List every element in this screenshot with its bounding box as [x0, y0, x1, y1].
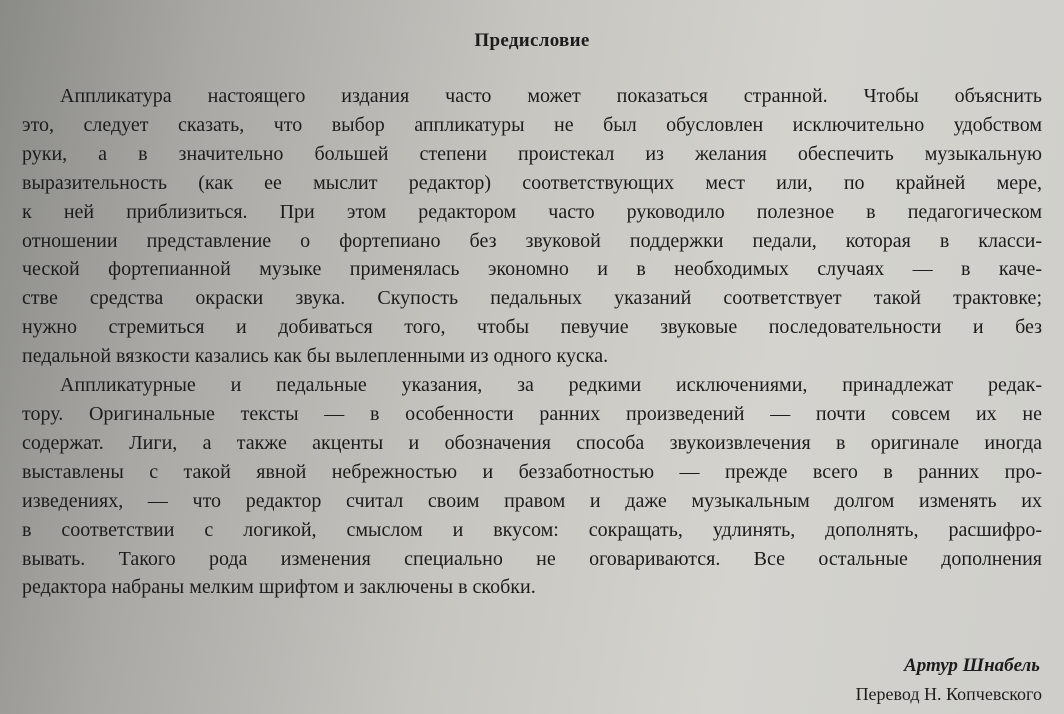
text-line: Аппликатурные и педальные указания, за редкими исключениями, принадлежат редак-	[60, 374, 1042, 397]
text-line: ческой фортепианной музыке применялась экономно и в необходимых случаях — в каче-	[22, 258, 1042, 281]
text-line: тору. Оригинальные тексты — в особенности ранних произведений — почти совсем их не	[22, 402, 1042, 425]
text-line: выразительность (как ее мыслит редактор) соответствующих мест или, по крайней мере,	[22, 171, 1042, 194]
paragraph-1	[22, 82, 1042, 371]
paragraph-2	[22, 371, 1042, 602]
translator-credit: Перевод Н. Копчевского	[855, 684, 1042, 704]
author-signature: Артур Шнабель	[904, 655, 1040, 676]
text-line: это, следует сказать, что выбор аппликатуры не был обусловлен исключительно удобством	[22, 113, 1042, 136]
page-title: Предисловие	[474, 30, 590, 51]
text-line: изведениях, — что редактор считал своим правом и даже музыкальным долгом изменять их	[22, 489, 1042, 512]
text-line: редактора набраны мелким шрифтом и заключены в скобки.	[22, 576, 536, 599]
text-line: вывать. Такого рода изменения специально не оговариваются. Все остальные дополнения	[22, 547, 1042, 570]
text-line: содержат. Лиги, а также акценты и обозначения способа звукоизвлечения в оригинале иногда	[22, 431, 1042, 454]
text-line: педальной вязкости казались как бы вылепленными из одного куска.	[22, 345, 609, 368]
text-line: к ней приблизиться. При этом редактором часто руководило полезное в педагогическом	[22, 200, 1042, 223]
text-line: стве средства окраски звука. Скупость педальных указаний соответствует такой трактовке;	[22, 287, 1042, 310]
text-line: выставлены с такой явной небрежностью и беззаботностью — прежде всего в ранних про-	[22, 460, 1042, 483]
text-line: в соответствии с логикой, смыслом и вкусом: сокращать, удлинять, дополнять, расшифро-	[22, 518, 1042, 541]
text-line: нужно стремиться и добиваться того, чтобы певучие звуковые последовательности и без	[22, 316, 1042, 339]
text-line: Аппликатура настоящего издания часто может показаться странной. Чтобы объяснить	[60, 85, 1042, 107]
text-line: отношении представление о фортепиано без звуковой поддержки педали, которая в класси-	[22, 229, 1042, 252]
text-line: руки, а в значительно большей степени проистекал из желания обеспечить музыкальную	[22, 142, 1042, 165]
